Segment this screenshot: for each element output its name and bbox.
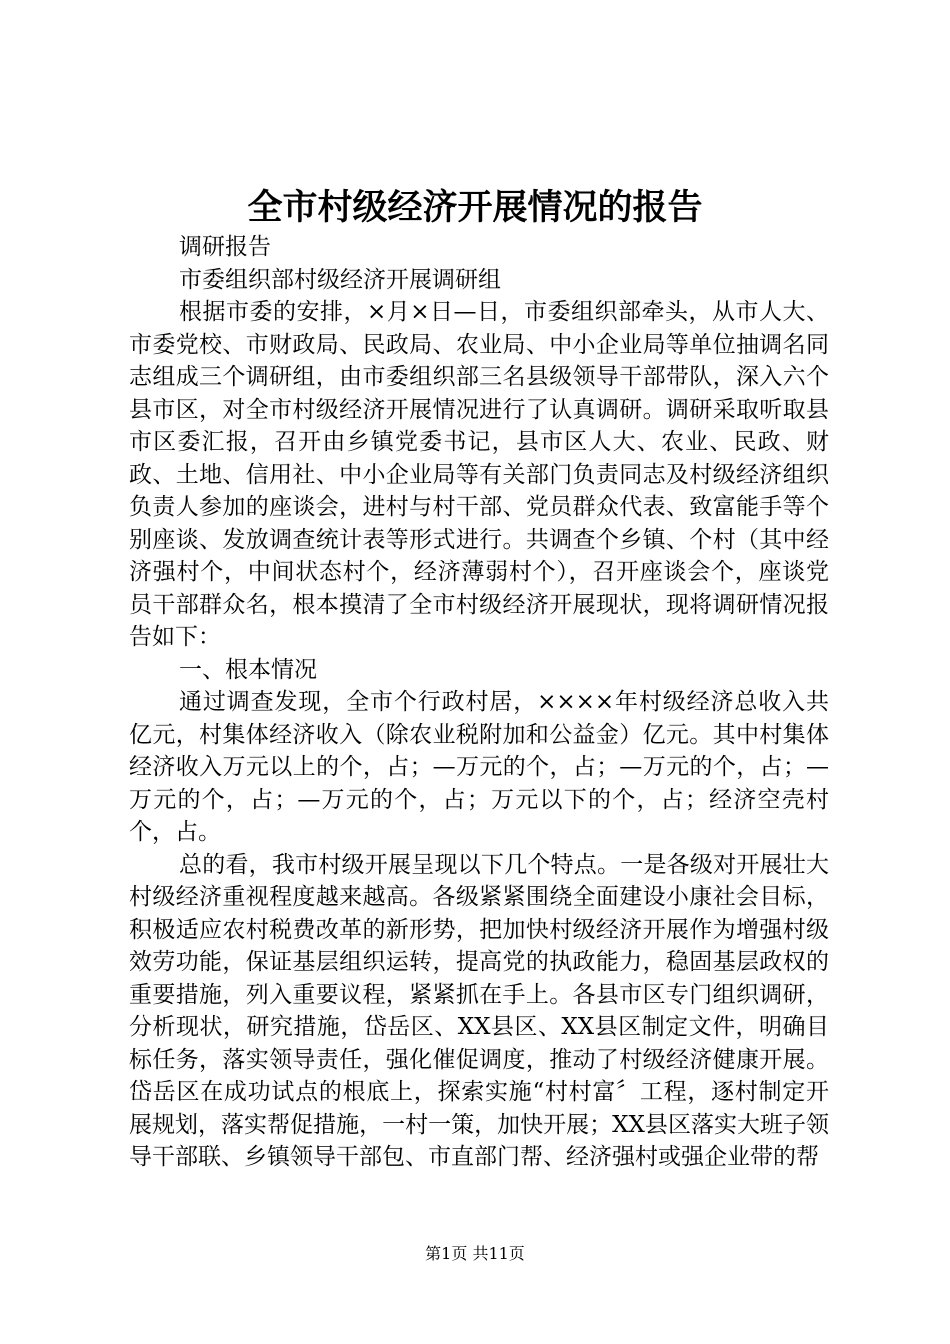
page-title: 全市村级经济开展情况的报告 [247, 187, 703, 228]
report-type-line: 调研报告 [179, 234, 271, 260]
author-line: 市委组织部村级经济开展调研组 [179, 266, 501, 293]
page-number-footer: 第1页 共11页 [425, 1244, 525, 1263]
document-body [129, 231, 829, 1174]
paragraph-intro: 根据市委的安排，×月×日—日，市委组织部牵头，从市人大、市委党校、市财政局、民政局、农业局、中小企业局等单位抽调名同志组成三个调研组，由市委组织部三名县级领导干部带队，深入六个县市区，对全市村级经济开展情况进行了认真调研。调研采取听取县市区委汇报，召开由乡镇党委书记，县市区人大、农业、民政、财政、土地、信用社、中小企业局等有关部门负责同志及村级经济组织负责人参加的座谈会，进村与村干部、党员群众代表、致富能手等个别座谈、发放调查统计表等形式进行。共调查个乡镇、个村（其中经济强村个，中间状态村个，经济薄弱村个），召开座谈会个，座谈党员干部群众名，根本摸清了全市村级经济开展现状，现将调研情况报告如下： [129, 299, 829, 650]
section-heading-basic-situation: 一、根本情况 [179, 656, 317, 683]
paragraph-characteristics: 总的看，我市村级开展呈现以下几个特点。一是各级对开展壮大村级经济重视程度越来越高。各级紧紧围绕全面建设小康社会目标，积极适应农村税费改革的新形势，把加快村级经济开展作为增强村级效劳功能，保证基层组织运转，提高党的执政能力，稳固基层政权的重要措施，列入重要议程，紧紧抓在手上。各县市区专门组织调研，分析现状，研究措施，岱岳区、XX县区、XX县区制定文件，明确目标任务，落实领导责任，强化催促调度，推动了村级经济健康开展。岱岳区在成功试点的根底上，探索实施“村村富〞工程，逐村制定开展规划，落实帮促措施，一村一策，加快开展；XX县区落实大班子领导干部联、乡镇领导干部包、市直部门帮、经济强村或强企业带的帮 [129, 851, 829, 1170]
paragraph-survey-findings: 通过调查发现，全市个行政村居，××××年村级经济总收入共亿元，村集体经济收入（除农业税附加和公益金）亿元。其中村集体经济收入万元以上的个，占；—万元的个，占；—万元的个，占；—万元的个，占；—万元的个，占；万元以下的个，占；经济空壳村个，占。 [129, 689, 829, 845]
